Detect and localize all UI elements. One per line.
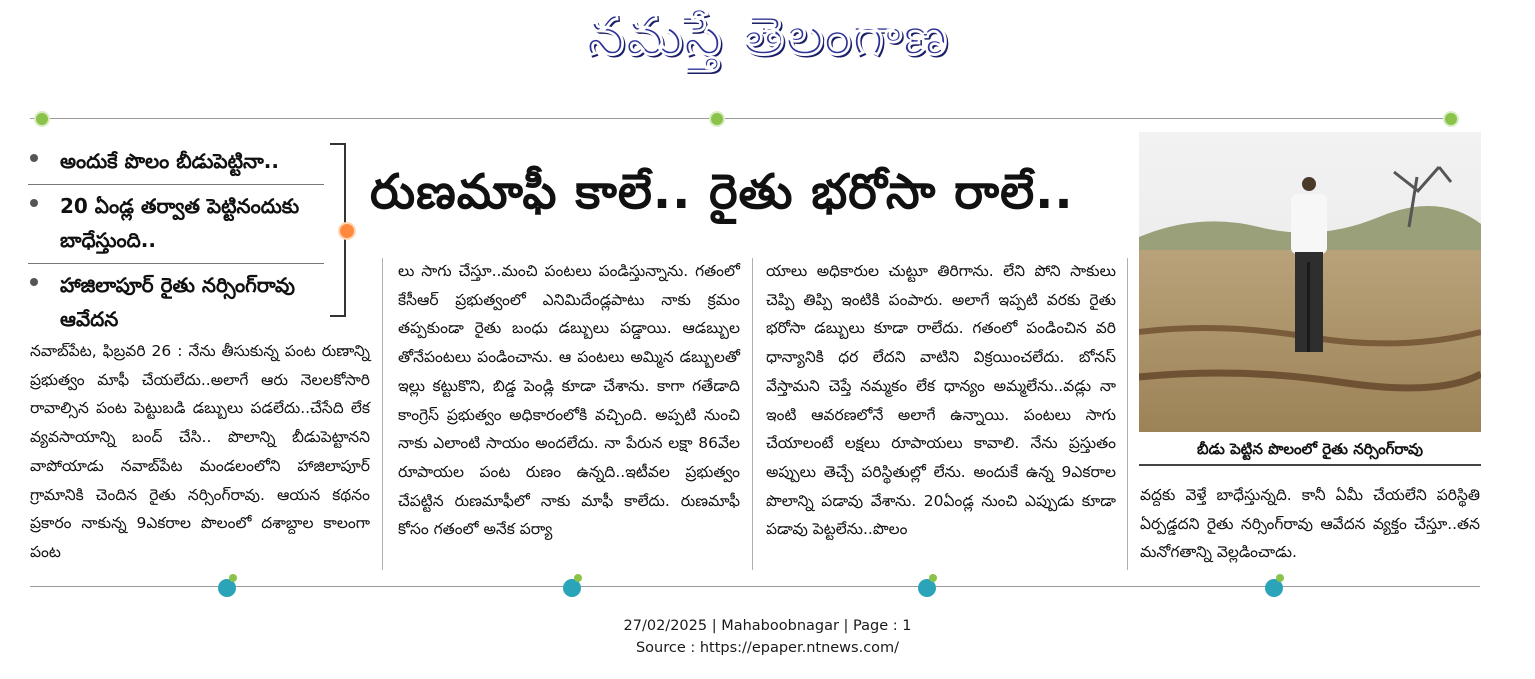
green-dot-icon [709,111,725,127]
photo-caption: బీడు పెట్టిన పొలంలో రైతు నర్సింగ్‌రావు [1139,434,1481,466]
list-item [28,185,324,264]
bullet-icon [30,199,38,207]
source-link[interactable]: Source : https://epaper.ntnews.com/ [635,640,900,656]
article-column-1: నవాబ్‌పేట, ఫిబ్రవరి 26 : నేను తీసుకున్న పంట రుణాన్ని ప్రభుత్వం మాఫీ చేయలేదు..అలాగే ఆరు నెలలకోసారి రావాల్సిన పంట పెట్టుబడి డబ్బులు పడలేదు..చేసేది లేక వ్యవసాయాన్ని బంద్ చేసి.. పొలాన్ని బీడుపెట్టానని వాపోయాడు నవాబ్‌పేట మండలంలోని హాజిలాపూర్ గ్రామానికి చెందిన రైతు నర్సింగ్‌రావు. ఆయన కథనం ప్రకారం నాకున్న 9ఎకరాల పొలంలో దశాబ్దాల కాలంగా పంట [30,342,370,561]
highlight-text: అందుకే పొలం బీడుపెట్టినా.. [60,149,280,173]
newspaper-logo-icon [918,579,936,597]
newspaper-masthead: నమస్తే తెలంగాణ [586,4,949,67]
bullet-icon [30,278,38,286]
green-dot-icon [1443,111,1459,127]
column-divider [382,258,383,570]
list-item [28,140,324,185]
farmer-photo [1139,132,1481,432]
highlight-text: 20 ఏండ్ల తర్వాత పెట్టినందుకు బాధేస్తుంది.. [60,194,300,252]
newspaper-logo-icon [218,579,236,597]
list-item [28,264,324,342]
orange-dot-icon [338,222,356,240]
article-headline: రుణమాఫీ కాలే.. రైతు భరోసా రాలే.. [370,164,1074,220]
highlights-list [28,140,324,342]
top-divider [30,118,1455,119]
highlight-text: హాజిలాపూర్ రైతు నర్సింగ్‌రావు ఆవేదన [60,273,295,331]
article-column-4: వద్దకు వెళ్తే బాధేస్తున్నది. కానీ ఏమీ చేయలేని పరిస్థితి ఏర్పడ్డదని రైతు నర్సింగ్‌రావు ఆవేదన వ్యక్తం చేస్తూ..తన మనోగతాన్ని వెల్లడించాడు. [1140,486,1480,562]
article-column-2: లు సాగు చేస్తూ..మంచి పంటలు పండిస్తున్నాను. గతంలో కేసీఆర్ ప్రభుత్వంలో ఎనిమిదేండ్లపాటు నాకు క్రమం తప్పకుండా రైతు బంధు డబ్బులు పడ్డాయి. ఆడబ్బుల తోనేపంటలు పండించాను. ఆ పంటలు అమ్మిన డబ్బులతో ఇల్లు కట్టుకొని, బిడ్డ పెండ్లి కూడా చేశాను. కాగా గతేడాది కాంగ్రెస్ ప్రభుత్వం అధికారంలోకి వచ్చింది. అప్పటి నుంచి నాకు ఎలాంటి సాయం అందలేదు. నా పేరున లక్షా 86వేల రూపాయల పంట రుణం ఉన్నది..ఇటీవల ప్రభుత్వం చేపట్టిన రుణమాఫీలో నాకు మాఫీ కాలేదు. రుణమాఫీ కోసం గతంలో అనేక పర్యా [398,262,740,539]
article-column-3: యాలు అధికారుల చుట్టూ తిరిగాను. లేని పోని సాకులు చెప్పి తిప్పి ఇంటికి పంపారు. అలాగే ఇప్పటి వరకు రైతు భరోసా డబ్బులు కూడా రాలేదు. గతంలో పండించిన వరి ధాన్యానికి ధర లేదని వాటిని విక్రయించలేదు. బోనస్ వేస్తామని చెప్తే నమ్మకం లేక ధాన్యం అమ్మలేను..వడ్లు నా ఇంటి ఆవరణలోనే అలాగే ఉన్నాయి. పంటలు సాగు చేయాలంటే లక్షలు రూపాయలు కావాలి. నేను ప్రస్తుతం అప్పులు తెచ్చే పరిస్థితుల్లో లేను. అందుకే ఉన్న 9ఎకరాల పొలాన్ని పడావు వేశాను. 20ఏండ్ల నుంచి ఎప్పుడు కూడా పడావు పెట్టలేను..పొలం [766,262,1116,539]
field-image [1139,132,1481,432]
column-divider [752,258,753,570]
edition-info: 27/02/2025 | Mahaboobnagar | Page : 1 [623,618,912,634]
bottom-divider [30,586,1480,587]
column-divider [1127,258,1128,570]
newspaper-logo-icon [563,579,581,597]
newspaper-logo-icon [1265,579,1283,597]
bullet-icon [30,154,38,162]
green-dot-icon [34,111,50,127]
